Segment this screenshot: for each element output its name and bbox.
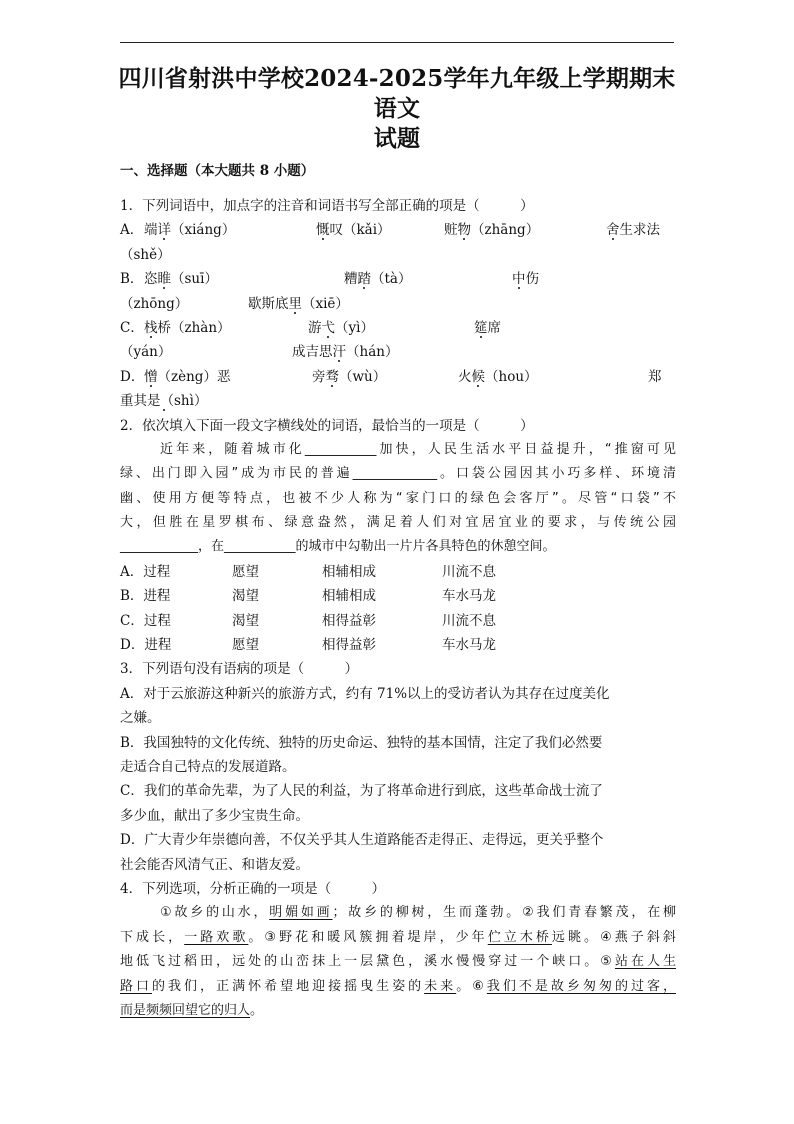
underlined-phrase: 未来: [424, 978, 457, 994]
underlined-phrase: 路口: [120, 978, 153, 994]
underlined-phrase: 我们不是故乡匆匆的过客，: [486, 978, 676, 994]
passage-line: 而是频频回望它的归人。: [120, 1002, 264, 1018]
section-heading: 一、选择题（本大题共 8 小题）: [120, 163, 315, 179]
title-line-1: 四川省射洪中学校2024-2025学年九年级上学期期末语文: [118, 65, 676, 122]
option-b: B．我国独特的文化传统、独特的历史命运、独特的基本国情，注定了我们必然要: [120, 734, 603, 751]
question-4: [120, 877, 676, 1023]
question-stem: 3．下列语句没有语病的项是（ ）: [120, 661, 359, 678]
passage-line: 下成长，一路欢歌。③野花和暖风簇拥着堤岸，少年伫立木桥远眺。④燕子斜斜: [120, 929, 676, 945]
option-b-continued: （zhōng） 歇斯底里（xiē）: [120, 295, 349, 312]
document-body: [120, 160, 676, 1023]
option-c-continued: （yán） 成吉思汗（hán）: [120, 344, 399, 361]
page-title: [118, 64, 676, 154]
option-d: D．广大青少年崇德向善，不仅关乎其人生道路能否走得正、走得远，更关乎整个: [120, 832, 604, 849]
circled-number: ⑤: [600, 954, 615, 970]
question-stem: 4．下列选项，分析正确的一项是（ ）: [120, 880, 386, 897]
header-rule: [120, 42, 674, 43]
passage-line: 绿、出门即入园”成为市民的普遍_____________。口袋公园因其小巧多样、环境清: [120, 466, 676, 482]
passage-line: ____________，在___________的城市中勾勒出一片片各具特色的休憩空间。: [120, 539, 556, 555]
circled-number: ①: [160, 905, 175, 921]
option-b: B． 恣睢（suī） 糟踏（tà） 中伤: [120, 271, 539, 288]
option-c: C．过程 渴望 相得益彰 川流不息: [120, 612, 496, 629]
passage-line: 幽、使用方便等特点，也被不少人称为“家门口的绿色会客厅”。尽管“口袋”不: [120, 490, 676, 506]
circled-number: ⑥: [472, 978, 487, 994]
option-d: D． 憎（zèng）恶 旁骛（wù） 火候（hou） 郑: [120, 368, 662, 385]
passage-line: 近年来，随着城市化___________加快，人民生活水平日益提升，“推窗可见: [160, 441, 676, 457]
option-a: A．对于云旅游这种新兴的旅游方式，约有 71%以上的受访者认为其存在过度美化: [120, 685, 610, 702]
passage-line: 地低飞过稻田，远处的山峦抹上一层黛色，溪水慢慢穿过一个峡口。⑤站在人生: [120, 954, 676, 970]
option-d-continued: 社会能否风清气正、和谐友爱。: [120, 856, 309, 873]
title-line-2: 试题: [373, 125, 421, 152]
fill-in-passage: [120, 438, 676, 560]
option-c-continued: 多少血，献出了多少宝贵生命。: [120, 807, 309, 824]
passage-line: 路口的我们，正满怀希望地迎接摇曳生姿的未来。⑥我们不是故乡匆匆的过客，: [120, 978, 676, 994]
circled-number: ④: [600, 929, 615, 945]
option-b: B．进程 渴望 相辅相成 车水马龙: [120, 588, 496, 605]
circled-number: ②: [522, 905, 537, 921]
option-a-continued: 之嫌。: [120, 710, 161, 727]
circled-number: ③: [264, 929, 280, 945]
option-a: A．过程 愿望 相辅相成 川流不息: [120, 563, 496, 580]
passage-line: ①故乡的山水，明媚如画；故乡的柳树，生而蓬勃。②我们青春繁茂，在柳: [160, 905, 677, 921]
underlined-phrase: 站在人生: [614, 954, 676, 970]
question-stem: 1．下列词语中，加点字的注音和词语书写全部正确的项是（ ）: [120, 198, 534, 214]
option-d: D．进程 愿望 相得益彰 车水马龙: [120, 637, 496, 654]
option-d-continued: 重其是（shì）: [120, 393, 208, 410]
analysis-passage: [120, 901, 676, 1023]
option-c: C． 栈桥（zhàn） 游弋（yì） 筵席: [120, 319, 501, 336]
underlined-phrase: 一路欢歌: [184, 929, 249, 945]
option-b-continued: 走适合自己特点的发展道路。: [120, 758, 296, 775]
underlined-phrase: 明媚如画: [269, 905, 333, 921]
option-a-continued: （shě）: [120, 246, 171, 263]
option-a: A． 端详（xiáng） 慨叹（kǎi） 赃物（zhāng） 舍生求法: [120, 222, 660, 239]
question-3: [120, 657, 676, 877]
question-stem: 2．依次填入下面一段文字横线处的词语，最恰当的一项是（ ）: [120, 417, 534, 434]
option-c: C．我们的革命先辈，为了人民的利益，为了将革命进行到底，这些革命战士流了: [120, 783, 603, 800]
underlined-phrase: 伫立木桥: [487, 929, 552, 945]
passage-line: 大，但胜在星罗棋布、绿意盎然，满足着人们对宜居宜业的要求，与传统公园: [120, 515, 676, 531]
underlined-phrase: 而是频频回望它的归人: [120, 1002, 251, 1018]
question-1: [120, 194, 676, 414]
question-2: [120, 414, 676, 658]
